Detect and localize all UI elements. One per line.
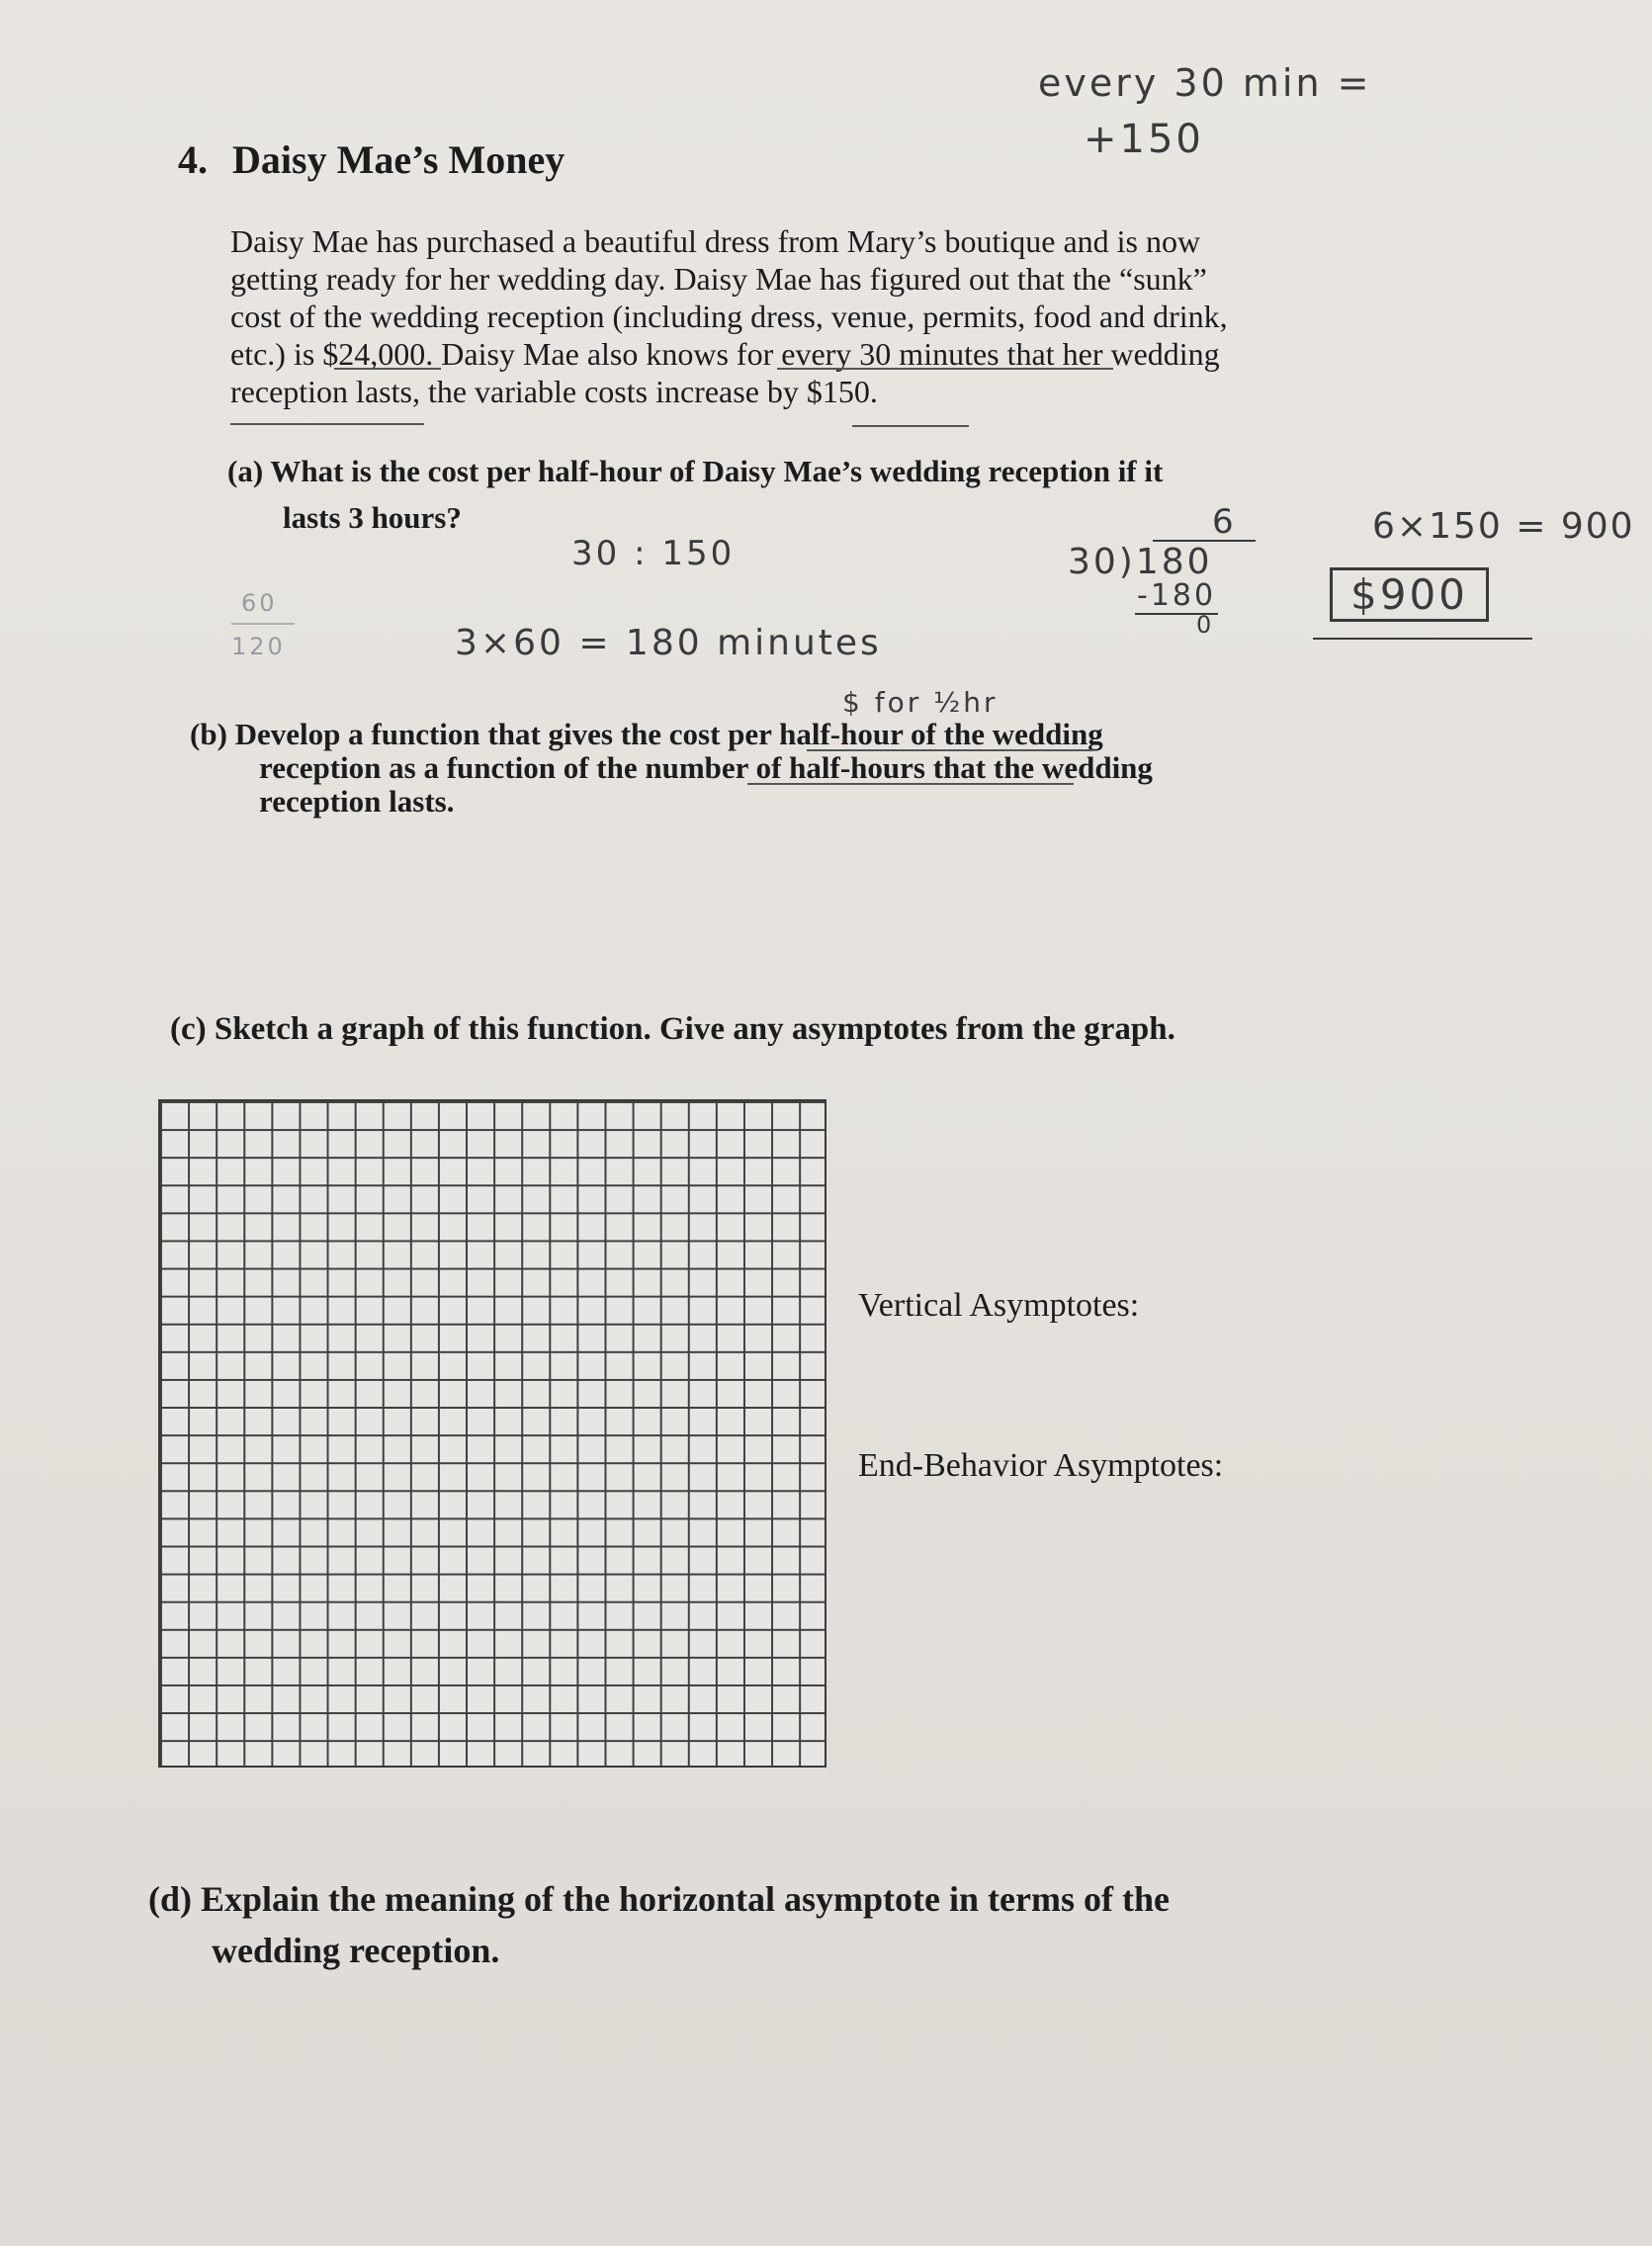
problem-number: 4. — [178, 137, 208, 182]
handwritten-answer-boxed: $900 — [1330, 567, 1489, 622]
handwritten-division: 30)180 — [1068, 542, 1213, 582]
handwritten-subtraction: -180 — [1137, 578, 1217, 613]
scratch-line — [231, 623, 295, 625]
part-b-question-cont: reception as a function of the number of half-hours that the wedding — [259, 750, 1153, 785]
part-b-question: (b) Develop a function that gives the cost per half-hour of the wedding — [190, 717, 1103, 751]
part-a-question: (a) What is the cost per half-hour of Daisy Mae’s wedding reception if it — [227, 454, 1164, 488]
part-b-question-cont2: reception lasts. — [259, 784, 455, 819]
division-bar — [1153, 540, 1256, 542]
handwritten-scratch-60: 60 — [241, 589, 278, 617]
paragraph-line: getting ready for her wedding day. Daisy Mae has figured out that the “sunk” — [230, 261, 1207, 297]
paragraph-line: Daisy Mae has purchased a beautiful dress from Mary’s boutique and is now — [230, 223, 1201, 259]
paragraph-line: reception lasts, the variable costs increase by $150. — [230, 374, 878, 409]
part-c-question: (c) Sketch a graph of this function. Give any asymptotes from the graph. — [170, 1011, 1175, 1047]
handwritten-ratio: 30 : 150 — [571, 534, 736, 573]
handwritten-minutes-calc: 3×60 = 180 minutes — [455, 623, 882, 663]
handwritten-note-every-30-min: every 30 min = — [1038, 61, 1372, 105]
underline-sunk-cost — [334, 368, 441, 370]
problem-paragraph — [230, 222, 1228, 410]
underline-cost-per-half-hour — [807, 749, 1093, 751]
part-d-question: (d) Explain the meaning of the horizontal asymptote in terms of the — [148, 1879, 1170, 1919]
answer-underline — [1313, 638, 1532, 640]
underline-30-minutes — [777, 368, 1113, 370]
handwritten-quotient: 6 — [1212, 502, 1237, 542]
part-d-question-cont: wedding reception. — [212, 1931, 500, 1970]
part-a-question-cont: lasts 3 hours? — [283, 500, 462, 535]
handwritten-product: 6×150 = 900 — [1372, 506, 1635, 547]
paragraph-line: cost of the wedding reception (including dress, venue, permits, food and drink, — [230, 299, 1228, 334]
vertical-asymptotes-label: Vertical Asymptotes: — [858, 1287, 1140, 1324]
handwritten-scratch-120: 120 — [231, 633, 286, 660]
handwritten-note-plus-150: +150 — [1084, 117, 1204, 162]
paragraph-line: etc.) is $24,000. Daisy Mae also knows for every 30 minutes that her wedding — [230, 336, 1220, 372]
handwritten-remainder: 0 — [1196, 611, 1215, 639]
handwritten-label-b: $ for ½hr — [842, 686, 999, 719]
underline-reception-lasts — [230, 423, 424, 425]
problem-title: Daisy Mae’s Money — [232, 137, 565, 182]
end-behavior-asymptotes-label: End-Behavior Asymptotes: — [858, 1447, 1224, 1484]
graph-grid[interactable] — [158, 1099, 826, 1768]
underline-150 — [852, 425, 969, 427]
underline-number-of-half-hours — [747, 783, 1074, 785]
